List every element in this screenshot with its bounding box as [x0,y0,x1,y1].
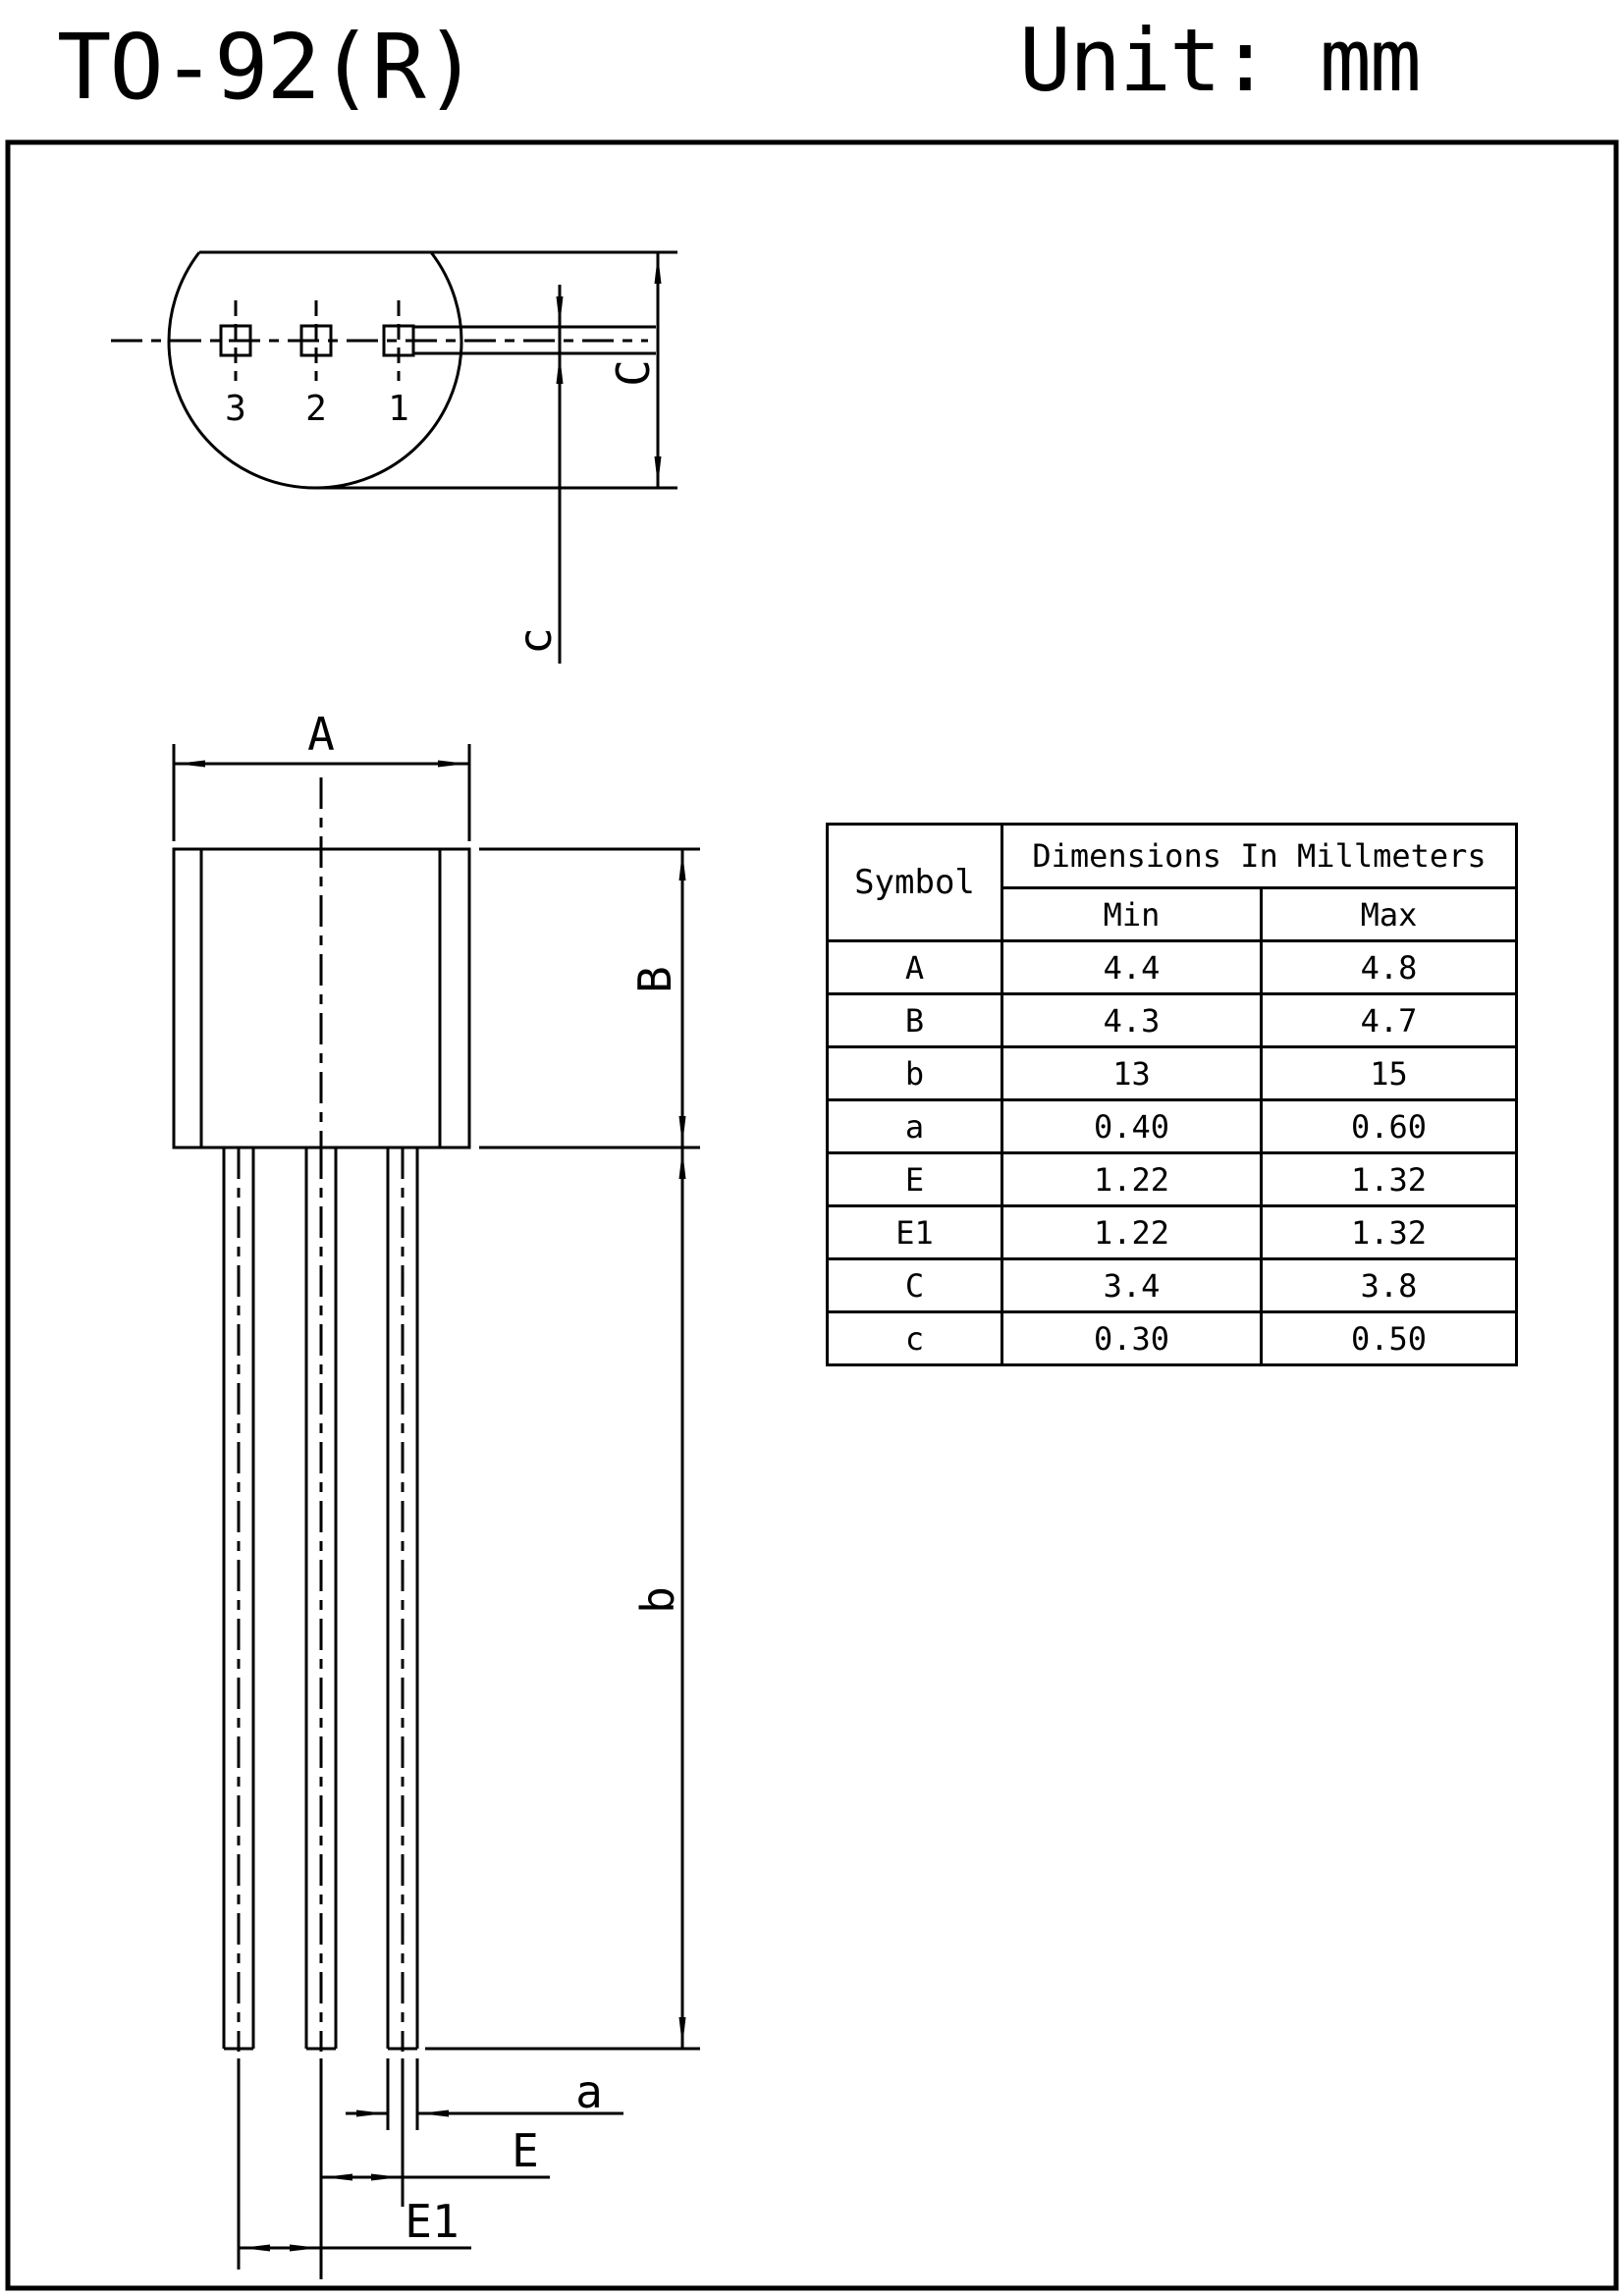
table-row [828,1312,1517,1365]
dimensions-table [826,823,1518,1366]
unit-label: Unit: mm [1019,10,1420,111]
cell-symbol: B [828,994,1002,1047]
cell-symbol: a [828,1100,1002,1153]
cell-max: 15 [1262,1047,1517,1100]
cell-max: 1.32 [1262,1206,1517,1259]
top-view [111,252,677,664]
page-title: TO-92(R) [57,15,477,120]
dim-b-label: b [631,1586,684,1614]
dim-B-label: B [628,966,681,993]
table-header-symbol: Symbol [828,825,1002,941]
cell-max: 0.60 [1262,1100,1517,1153]
dim-E-label: E [512,2124,539,2177]
pin-2-label: 2 [305,389,327,429]
cell-min: 3.4 [1002,1259,1262,1312]
cell-min: 1.22 [1002,1206,1262,1259]
cell-min: 0.30 [1002,1312,1262,1365]
cell-max: 1.32 [1262,1153,1517,1206]
cell-symbol: C [828,1259,1002,1312]
lead-spacing-dimensions [239,2058,623,2279]
cell-symbol: c [828,1312,1002,1365]
dim-E1-label: E1 [405,2195,460,2248]
cell-max: 0.50 [1262,1312,1517,1365]
cell-max: 4.7 [1262,994,1517,1047]
dimension-B [479,849,700,1148]
dimension-c [557,285,564,664]
table-header-min: Min [1002,888,1262,941]
cell-max: 4.8 [1262,941,1517,994]
cell-min: 13 [1002,1047,1262,1100]
dim-a-label: a [575,2065,603,2118]
pin-3-label: 3 [225,389,246,429]
cell-min: 1.22 [1002,1153,1262,1206]
table-header-max: Max [1262,888,1517,941]
pin-1-label: 1 [388,389,409,429]
cell-symbol: E1 [828,1206,1002,1259]
table-row [828,1153,1517,1206]
table-row [828,1047,1517,1100]
cell-symbol: b [828,1047,1002,1100]
dim-c-label: c [509,627,562,655]
cell-symbol: E [828,1153,1002,1206]
front-view [174,708,700,2052]
table-row [828,994,1517,1047]
cell-min: 4.3 [1002,994,1262,1047]
cell-min: 4.4 [1002,941,1262,994]
cell-max: 3.8 [1262,1259,1517,1312]
table-row [828,1259,1517,1312]
dim-C-label: C [607,359,660,387]
leads [224,1148,417,2052]
dim-A-label: A [307,708,335,761]
table-row [828,941,1517,994]
table-row [828,1206,1517,1259]
table-header-group: Dimensions In Millmeters [1002,825,1517,888]
cell-min: 0.40 [1002,1100,1262,1153]
cell-symbol: A [828,941,1002,994]
table-row [828,1100,1517,1153]
